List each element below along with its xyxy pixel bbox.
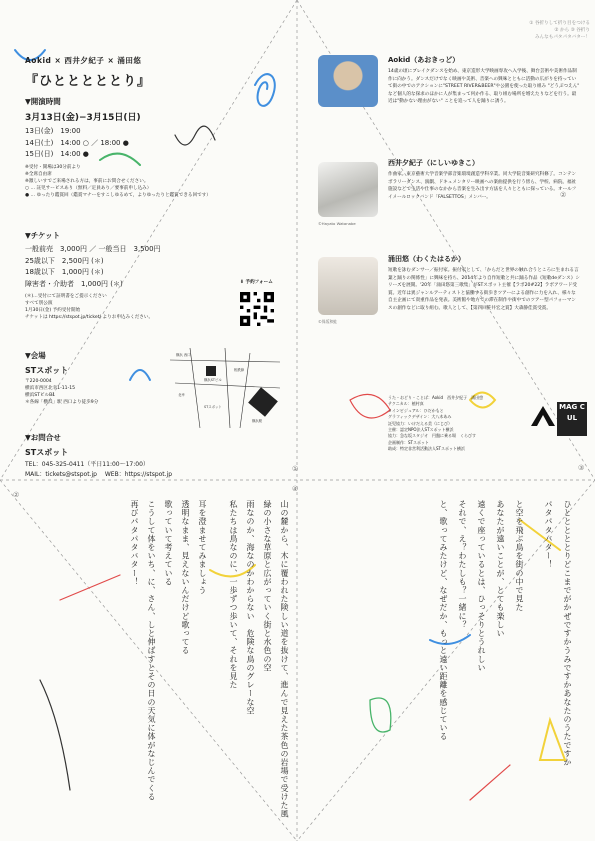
staff-credit: 託児協力：いけだえる美（にじび） [388,420,452,426]
venue-line: ＊各線「横浜」駅 西口より徒歩9分 [25,400,99,405]
venue-section [25,350,175,406]
poem-line: ひとととととりどこまでがかぜですかうみですかあなたのうたですか [563,500,572,767]
poem-line: 私たちは鳥なのに、一歩ずつ歩いて、それを見た [229,500,238,690]
venue-line: 〒220-0004 [25,379,52,384]
schedule-note: ※受付・開場は30分前より [25,164,81,170]
venue-heading: ▼会場 [25,351,46,360]
ticket-row: 障害者・介助者 1,000円 (＊) [25,279,123,288]
artist-bio: 作曲家。東京藝術大学音楽学部音楽環境創造学科卒業。同大学院音楽研究科修了。コンテンポラリーダンス、演劇、ドキュメンタリー映画への楽曲提供を行う傍ら、学校、病院、福祉施設などで生活や仕事のなかから音楽を生み出す方法を人々とともに探っている。オールフイメールロックバンド「FALSETTOS」メンバー。 [388,172,577,200]
ticket-note: すべて別公演 [25,301,53,306]
fold-instruction-1: ① 谷折りして折り目をつける [529,21,590,26]
artist-name: 西井夕紀子（にしいゆきこ） [388,159,479,167]
artist-aokid [388,55,580,106]
poem-line: パタパタバター！ [544,500,553,569]
magcul-logo: MAG CUL [557,402,587,436]
map-label: STスポット [204,405,222,409]
schedule-row: 15日(日) 14:00 ● [25,150,89,158]
page-title: 『ひとととととり』 [25,74,152,89]
fold-instruction-2: ② から ③ 谷折り [554,28,590,33]
schedule-heading: ▼開演時間 [25,97,61,106]
map-label: 相鉄線 [234,368,245,372]
poem-line: あなたが遠いことが、とても楽しい [496,500,505,638]
contact-section [25,432,285,480]
artist-bio: 14歳の頃にブレイクダンスを始め、東京造形大学映画専攻へ入学後、舞台芸術や美術作品制作に向かう。ダンスだけでなく映画や美術、音楽への興味とともに活動の広がりを持っていて街の中でのアクションに"STREET RIVER&BEER"や公園を使った取り組み "どうぶつえん" など個人的な探求のほかに人が集まって何か作る、取り組む場所を増えたりなどを行う。最近は"動かない理由がない" ことを追って人を踊りに誘う。 [388,69,580,105]
artist-nishii [388,158,580,201]
poem-line: 歌っていて考えている [164,500,173,586]
photo-aokid [318,55,378,107]
venue-map [170,348,280,428]
title-block [25,55,275,89]
ticket-heading: ▼チケット [25,231,61,240]
poem-line: 遠くで座っているとは、ひっそりとうれしい [477,500,486,672]
poem-line: それで、え？わたしも？一緒に？ [458,500,467,629]
poem-right [305,500,575,780]
artist-name: 涌田悠（わくたはるか） [388,255,465,263]
poem-line: と空を飛ぶ鳥を街の中で見た [515,500,524,612]
reservation-label: ⬇ 予約フォーム [240,280,273,285]
ticket-note: 1月30日(金) 予約受付開始 [25,308,81,313]
staff-credit: うた・おどり・ことば：Aokid 西井夕紀子 涌田悠 [388,395,484,400]
artist-name: Aokid（あおきっど） [388,56,460,64]
poem-line: 緑の小さな草原と広がっていく街と水色の空 [263,500,272,672]
venue-line: 横浜市西区北幸1-11-15 [25,386,76,391]
fold-instruction-3: みんなもパタパタバター！ [534,35,590,40]
ticket-section [25,230,225,321]
ticket-row: 25歳以下 2,500円 (＊) [25,256,104,265]
schedule-note: ※激しいすでご来場される方は，事前にお問合せください。 [25,178,149,184]
poem-line: 山の麓から、木に覆われた険しい道を抜けて、進んで見えた茶色の岩場で受けた風 [280,500,289,819]
staff-credit: 助成：特定非営利活動法人STスポット横浜 [388,446,465,452]
schedule-dates: 3月13日(金)−3月15日(日) [25,113,141,123]
ticket-note: (＊)…受付にて証明書をご提示ください [25,294,107,299]
schedule-row: 14日(土) 14:00 ○ ／ 18:00 ● [25,138,129,147]
st-spot-logo [530,405,556,427]
schedule-note: ○ … 託児サービスあり（無料／定員あり／要事前申し込み） [25,185,152,191]
schedule-section [25,96,275,199]
map-label: 北幸 [178,393,185,397]
download-icon: ⬇ [240,280,244,285]
artist-wakuta [388,254,580,313]
photo-wakuta [318,257,378,315]
reservation-qr-code[interactable] [240,292,274,326]
poem-line: 雨なのか、海なのかわからない 危険な鳥のグレーな空 [246,500,255,715]
schedule-row: 13日(金) 19:00 [25,127,81,135]
fold-mark: ④ [292,485,299,493]
poem-left [60,500,292,830]
staff-credit: グラフィックデザイン：大八木あみ [388,414,452,420]
fold-mark: ③ [578,464,585,472]
staff-credits [388,395,518,453]
venue-marker [206,366,216,376]
contact-tel: TEL：045-325-0411（平日11:00〜17:00） [25,461,149,468]
fold-mark: ① [292,465,299,473]
fold-mark: ② [13,491,20,499]
staff-credit: 企画制作：STスポット [388,439,429,445]
station-block [248,387,278,416]
fold-instructions [440,20,590,41]
map-label: 横浜駅 [252,419,263,423]
poem-line: と、歌ってみたけど、なぜだか、もっと遠い距離を感じている [439,500,448,741]
poem-line: 再びパタパタバター！ [130,500,139,586]
ticket-row: 18歳以下 1,000円 (＊) [25,268,104,276]
map-label: 横浜STビル [204,378,222,382]
contact-heading: ▼お問合せ [25,433,61,442]
staff-credit: テクニカル：植村真 [388,401,424,407]
poem-line: こうして体をいち、に、さん、しと伸ばすとその日の天気に体がなじんでくる [147,500,156,801]
schedule-note: ※全席自由席 [25,171,52,177]
contact-mail[interactable]: MAIL：tickets@stspot.jp WEB：https://stspot.jp [25,471,173,478]
photo-credit: ©Hayato Watanabe [318,221,356,226]
staff-credit: 協力：急な坂スタジオ 円盤に乗る場 くらびす [388,433,476,439]
poem-line: 耳を澄ませてみましょう [198,500,207,595]
map-label: 横浜 西口 [176,353,191,357]
venue-line: 横浜STビルB1 [25,393,56,398]
ticket-note: チケットは https://stspot.jp/ticket/ よりお申込みください。 [25,315,154,320]
contact-name: STスポット [25,448,69,457]
photo-credit: ©保坂和蛙 [318,319,337,324]
artist-bio: 短歌を詠むダンサー／振付家。振付家として、「からだと世界の触れ合うところに生まれる言葉と踊りの関係性」に興味を持ち、2014年より自作短歌と共に踊る作品《短歌deダンス》シリーズを展開。'20年「涌田悠第三歌集」がSTスポット主催【ラボ20#22】ラボアワード受賞。近年は異ジャンルアーティストと協働する街歩きツアーによる創作に力を入れ、様々な自主企画にて貴重作品を発表。美術館や地方での滞在制作や街中でのツアー型パフォーマンスの創作などに取り組む。歌人として、【第四回笹井宏之賞】大森静佳賞受賞。 [388,268,580,311]
fold-mark: ② [560,191,567,199]
poem-line: 透明なまま、見えないんだけど歌ってる [181,500,190,655]
staff-credit: 主催：認定NPO法人STスポット横浜 [388,427,454,433]
ticket-row: 一般前売 3,000円 ／ 一般当日 3,500円 [25,245,161,253]
schedule-note: ● … ゆったり鑑賞回（鑑賞マナーをすこしゆるめて，よりゆったりと鑑賞できる回です） [25,192,211,198]
credits-line: Aokid × 西井夕紀子 × 涌田悠 [25,56,142,65]
staff-credit: メインビジュアル：ひだかもと [388,407,444,413]
photo-nishii [318,162,378,217]
venue-name: STスポット [25,366,69,375]
